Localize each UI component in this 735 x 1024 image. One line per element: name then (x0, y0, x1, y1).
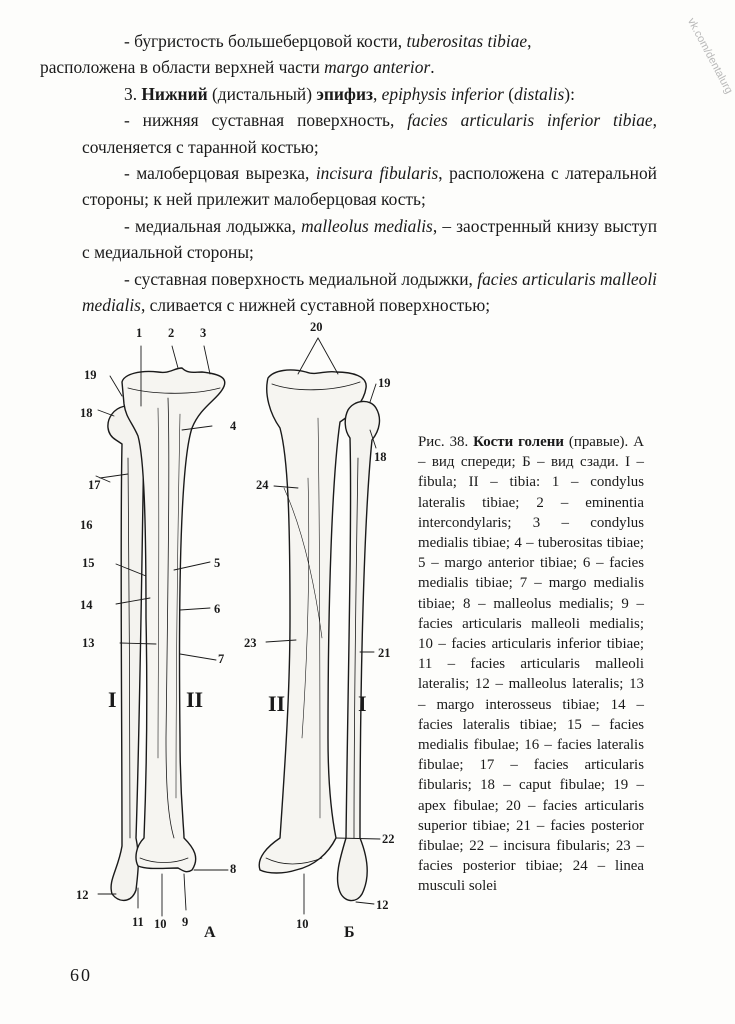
label-4: 4 (230, 419, 237, 433)
paragraph-articular-surface: - нижняя суставная поверхность, facies articularis inferior tibiae, сочленяется с таранной костью; (82, 110, 657, 157)
label-10b: 10 (296, 917, 309, 931)
label-13: 13 (82, 636, 95, 650)
body-text (40, 28, 657, 318)
view-label-a: А (204, 924, 216, 941)
view-b-bones (259, 370, 379, 901)
caption-body: А – вид спереди; Б – вид сзади. I – fibula; II – tibia: 1 – condylus lateralis tibiae; 2 – eminentia intercondylaris; 3 – condylus medialis tibiae; 4 – tuberositas tibiae; 5 – margo anterior tibiae; 6 – facies medialis tibiae; 7 – margo medialis tibiae; 8 – malleolus medialis; 9 – facies articularis malleoli medialis; 10 – facies articularis inferior tibiae; 11 – facies articularis malleoli lateralis; 12 – malleolus lateralis; 13 – margo interosseus tibiae; 14 – facies lateralis tibiae; 15 – facies medialis fibulae; 16 – facies lateralis fibulae; 17 – facies articularis fibularis; 18 – caput fibulae; 19 – apex fibulae; 20 – facies articularis superior tibiae; 21 – facies posterior fibulae; 22 – incisura fibularis; 23 – facies posterior tibiae; 24 – linea musculi solei (418, 434, 644, 895)
label-10: 10 (154, 917, 167, 931)
label-21: 21 (378, 646, 391, 660)
paragraph-tuberositas: - бугристость большеберцовой кости, tuberositas tibiae, расположена в области верхней части margo anterior. (40, 31, 532, 78)
roman-fibula-a: I (108, 687, 117, 712)
label-17: 17 (88, 478, 101, 492)
caption-prefix: Рис. 38. (418, 434, 474, 450)
label-2: 2 (168, 326, 175, 340)
label-7: 7 (218, 652, 225, 666)
label-12: 12 (76, 888, 89, 902)
view-a-bones (108, 368, 225, 900)
label-1: 1 (136, 326, 143, 340)
label-19: 19 (84, 368, 97, 382)
roman-tibia-b: II (268, 691, 286, 716)
roman-fibula-b: I (358, 691, 367, 716)
leg-bones-illustration (70, 318, 415, 943)
label-20: 20 (310, 320, 323, 334)
paragraph-fibular-notch: - малоберцовая вырезка, incisura fibularis, расположена с латеральной стороны; к ней прилежит малоберцовая кость; (82, 163, 657, 210)
label-16: 16 (80, 518, 93, 532)
label-19b: 19 (378, 376, 391, 390)
caption-title-suffix: (правые). (563, 434, 629, 450)
label-22: 22 (382, 832, 395, 846)
paragraph-malleolus-articular: - суставная поверхность медиальной лодыжки, facies articularis malleoli medialis, сливается с нижней суставной поверхностью; (82, 268, 657, 316)
watermark: vk.com/dentalurg (684, 16, 735, 96)
view-label-b: Б (344, 924, 355, 941)
label-18: 18 (80, 406, 93, 420)
label-18b: 18 (374, 450, 387, 464)
leg-bones-figure (70, 318, 415, 943)
roman-tibia-a: II (186, 687, 204, 712)
label-15: 15 (82, 556, 95, 570)
figure-caption (418, 432, 644, 897)
label-23: 23 (244, 636, 257, 650)
label-14: 14 (80, 598, 93, 612)
label-6: 6 (214, 602, 221, 616)
label-11: 11 (132, 915, 144, 929)
caption-title: Кости голени (473, 434, 564, 450)
page-number: 60 (70, 965, 92, 985)
paragraph-inferior-epiphysis: 3. Нижний (дистальный) эпифиз, epiphysis inferior (distalis): (124, 83, 575, 104)
paragraph-medial-malleolus: - медиальная лодыжка, malleolus medialis, – заостренный книзу выступ с медиальной стороны; (82, 215, 657, 263)
label-9: 9 (182, 915, 189, 929)
label-5: 5 (214, 556, 221, 570)
label-3: 3 (200, 326, 207, 340)
label-24: 24 (256, 478, 269, 492)
label-12b: 12 (376, 898, 389, 912)
label-8: 8 (230, 862, 237, 876)
